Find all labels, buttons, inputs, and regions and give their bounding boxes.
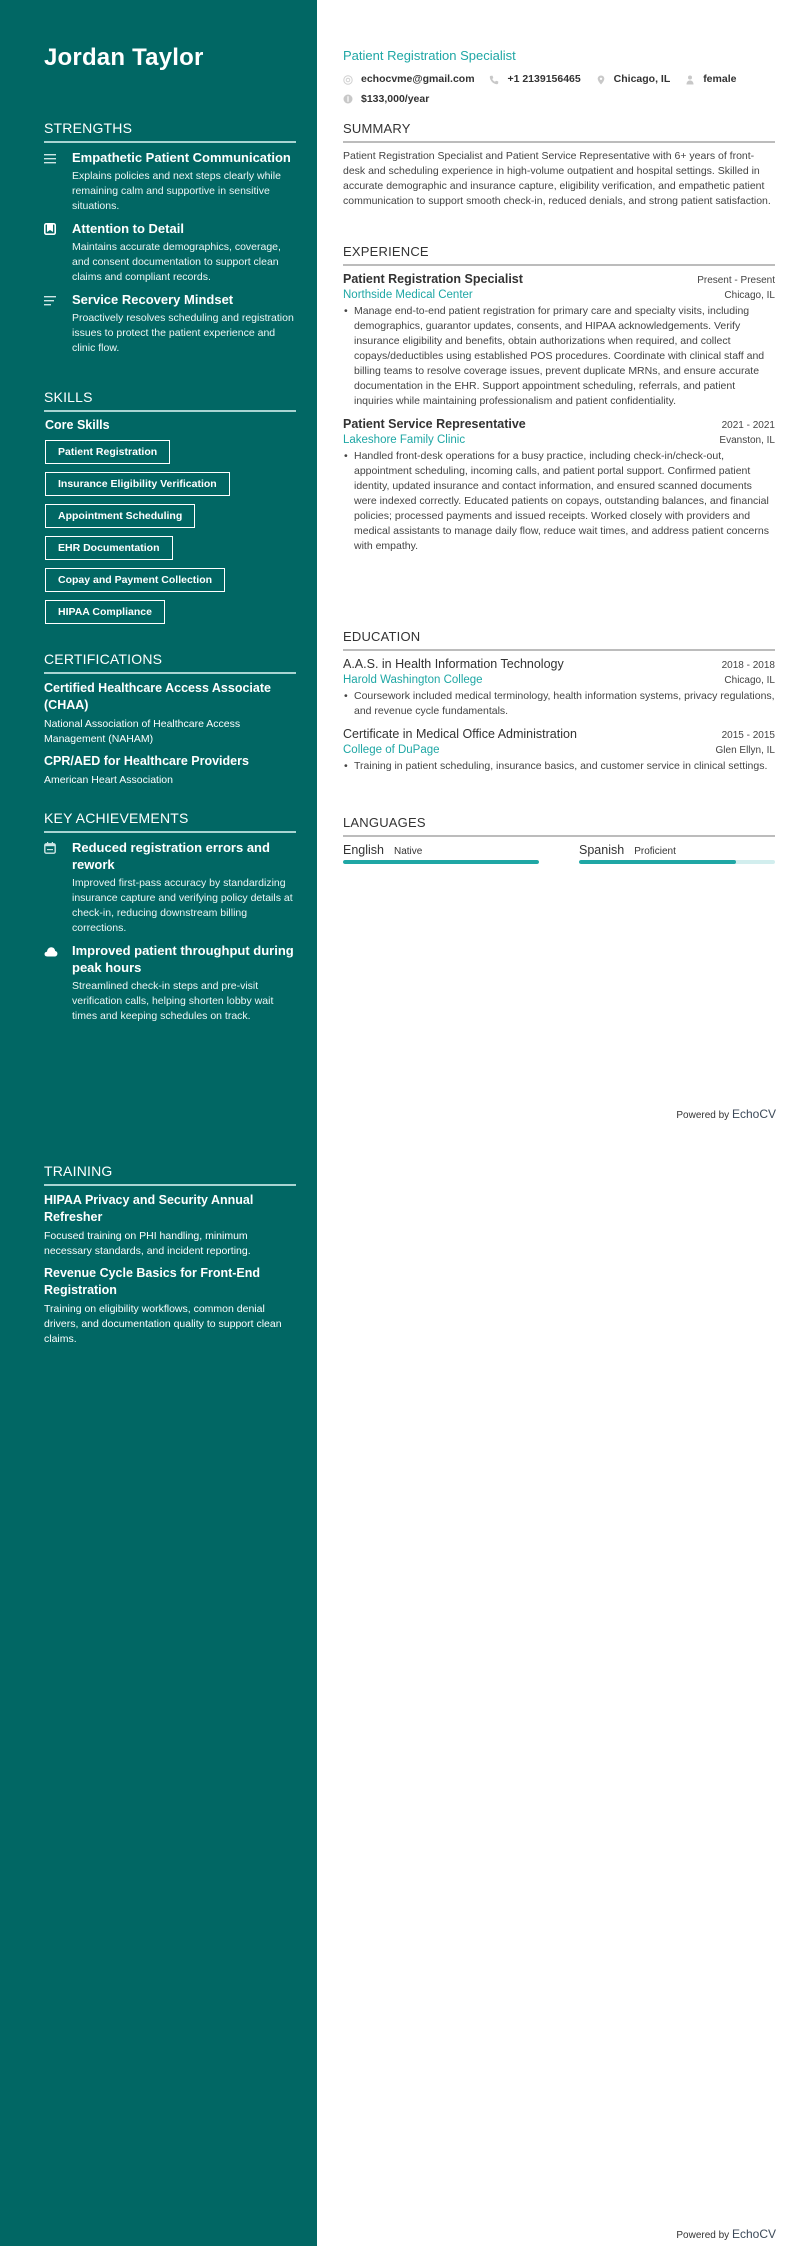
cert-title: Certified Healthcare Access Associate (CHAA) [44,681,271,712]
strength-item [44,220,296,285]
job-title: Patient Registration Specialist [343,272,523,286]
experience-entry [343,272,775,409]
bullet-dot-icon: • [344,305,348,317]
skill-chip: HIPAA Compliance [45,600,165,624]
cloud-icon [44,942,72,1024]
skills-section [44,389,296,628]
experience-section [343,244,775,562]
achievements-heading: KEY ACHIEVEMENTS [44,810,296,833]
strengths-section [44,120,296,362]
school-location: Glen Ellyn, IL [715,745,775,756]
salary-text: $133,000/year [361,92,430,105]
email-text: echocvme@gmail.com [361,73,475,85]
headline-title: Patient Registration Specialist [343,48,516,63]
contact-phone[interactable] [489,71,580,88]
language-name: Spanish [579,843,625,857]
job-bullet-text: Handled front-desk operations for a busy practice, including check-in/check-out, appointment scheduling, incoming calls, and patient portal support. Confirmed patient identity, updated insurance and contact information, and ensured scanned documents were indexed correctly. Educated patients on copays, outstanding balances, and financial policies; processed payments and issued receipts. Worked closely with providers and medical assistants to manage daily flow, reduce wait times, and address patient concerns with empathy. [354,450,769,552]
skill-chip: Appointment Scheduling [45,504,195,528]
bullet-dot-icon: • [344,690,348,702]
location-pin-icon [596,75,606,85]
job-bullet-text: Manage end-to-end patient registration for primary care and specialty visits, including demographics, guarantor updates, consents, and HIPAA acknowledgements. Verify insurance eligibility and benefits, obtain authorizations when required, and collect copays/deductibles using established POS procedures. Coordinate with clinical staff and billing teams to resolve coverage issues, prevent duplicate MRNs, and ensure accurate documentation in the EHR. Support appointment scheduling, referrals, and patient inquiries while maintaining professionalism and patient confidentiality. [354,305,765,407]
strength-desc: Proactively resolves scheduling and registration issues to protect the patient experience and clinic flow. [72,312,294,354]
contact-email[interactable] [343,71,475,88]
sort-lines-icon [44,291,72,356]
degree-title: A.A.S. in Health Information Technology [343,657,564,671]
training-title: HIPAA Privacy and Security Annual Refresher [44,1193,254,1224]
brand-name: EchoCV [731,1107,776,1121]
strength-desc: Explains policies and next steps clearly while remaining calm and supportive in sensitive situations. [72,170,281,212]
phone-icon [489,75,499,85]
languages-section [343,815,775,864]
language-proficiency-bar [343,860,539,864]
language-name: English [343,843,384,857]
powered-by-footer[interactable] [676,1107,776,1121]
school-name: Harold Washington College [343,674,483,686]
training-heading: TRAINING [44,1163,296,1186]
job-title: Patient Service Representative [343,417,526,431]
skill-chip: Insurance Eligibility Verification [45,472,230,496]
sidebar [0,0,317,2246]
skill-chip: Copay and Payment Collection [45,568,225,592]
contact-gender [685,71,736,88]
job-bullet [343,449,775,554]
summary-text: Patient Registration Specialist and Patient Service Representative with 6+ years of front-desk and scheduling experience in high-volume outpatient and hospital settings. Skilled in accurate demographic and insurance capture, eligibility verification, and empathetic patient communication to support smooth check-in, reduced denials, and strong patient satisfaction. [343,150,771,207]
bullet-dot-icon: • [344,760,348,772]
strength-desc: Maintains accurate demographics, coverage, and consent documentation to support clean claims and compliant records. [72,241,281,283]
training-desc: Training on eligibility workflows, common denial drivers, and documentation quality to support clean claims. [44,1303,282,1345]
experience-heading: EXPERIENCE [343,244,775,266]
job-dates: 2021 - 2021 [721,420,775,431]
strength-item [44,291,296,356]
employer-name: Northside Medical Center [343,289,473,301]
job-location: Evanston, IL [719,435,775,446]
cert-title: CPR/AED for Healthcare Providers [44,754,249,768]
degree-title: Certificate in Medical Office Administration [343,727,577,741]
education-bullet-text: Coursework included medical terminology, health information systems, privacy regulations, and revenue cycle fundamentals. [354,690,775,717]
achievements-section [44,810,296,1030]
language-level: Proficient [634,846,676,857]
training-desc: Focused training on PHI handling, minimum necessary standards, and incident reporting. [44,1230,251,1257]
skills-group-title: Core Skills [45,418,110,432]
achievement-desc: Streamlined check-in steps and pre-visit verification calls, helping shorten lobby wait times and keeping schedules on track. [72,980,274,1022]
language-proficiency-fill [579,860,736,864]
skills-list [44,436,296,628]
employer-name: Lakeshore Family Clinic [343,434,466,446]
skill-chip: Patient Registration [45,440,170,464]
achievement-title: Improved patient throughput during peak hours [72,943,294,975]
certifications-heading: CERTIFICATIONS [44,651,296,674]
cert-issuer: National Association of Healthcare Access Management (NAHAM) [44,718,241,745]
job-dates: Present - Present [697,275,775,286]
powered-by-footer[interactable] [676,2227,776,2241]
strength-title: Attention to Detail [72,221,184,236]
language-level: Native [394,846,423,857]
education-dates: 2015 - 2015 [721,730,775,741]
cert-issuer: American Heart Association [44,774,173,786]
brand-name: EchoCV [731,2227,776,2241]
strength-title: Empathetic Patient Communication [72,150,291,165]
skills-heading: SKILLS [44,389,296,412]
training-section [44,1163,296,1353]
bullet-dot-icon: • [344,450,348,462]
education-entry [343,657,775,719]
summary-section [343,121,775,209]
calendar-icon [44,839,72,936]
powered-by-text: Powered by [676,1110,730,1121]
school-name: College of DuPage [343,744,440,756]
at-icon [343,75,353,85]
contact-salary [343,91,429,108]
list-icon [44,149,72,214]
main-content [317,0,794,2246]
job-bullet [343,304,775,409]
phone-text: +1 2139156465 [507,73,581,85]
skill-chip: EHR Documentation [45,536,173,560]
strength-title: Service Recovery Mindset [72,292,234,307]
education-dates: 2018 - 2018 [721,660,775,671]
education-section [343,629,775,782]
strength-item [44,149,296,214]
language-proficiency-fill [343,860,539,864]
achievement-item [44,942,296,1024]
experience-entry [343,417,775,554]
candidate-name: Jordan Taylor [44,44,204,71]
summary-heading: SUMMARY [343,121,775,143]
achievement-desc: Improved first-pass accuracy by standardizing insurance capture and verifying policy details at check-in, reducing downstream billing corrections. [72,877,293,934]
money-icon [343,94,353,104]
language-item [343,843,539,864]
education-heading: EDUCATION [343,629,775,651]
gender-text: female [703,73,737,85]
bookmark-icon [44,220,72,285]
education-bullet-text: Training in patient scheduling, insurance basics, and customer service in clinical settings. [354,760,768,772]
job-location: Chicago, IL [724,290,775,301]
education-bullet [343,759,775,774]
language-proficiency-bar [579,860,775,864]
location-text: Chicago, IL [613,73,671,85]
achievement-title: Reduced registration errors and rework [72,840,270,872]
powered-by-text: Powered by [676,2230,730,2241]
education-bullet [343,689,775,719]
certifications-section [44,651,296,794]
strengths-heading: STRENGTHS [44,120,296,143]
education-entry [343,727,775,774]
person-icon [685,75,695,85]
languages-heading: LANGUAGES [343,815,775,837]
language-item [579,843,775,864]
contact-info [343,71,773,110]
contact-location [596,71,671,88]
school-location: Chicago, IL [724,675,775,686]
achievement-item [44,839,296,936]
training-title: Revenue Cycle Basics for Front-End Registration [44,1266,261,1297]
